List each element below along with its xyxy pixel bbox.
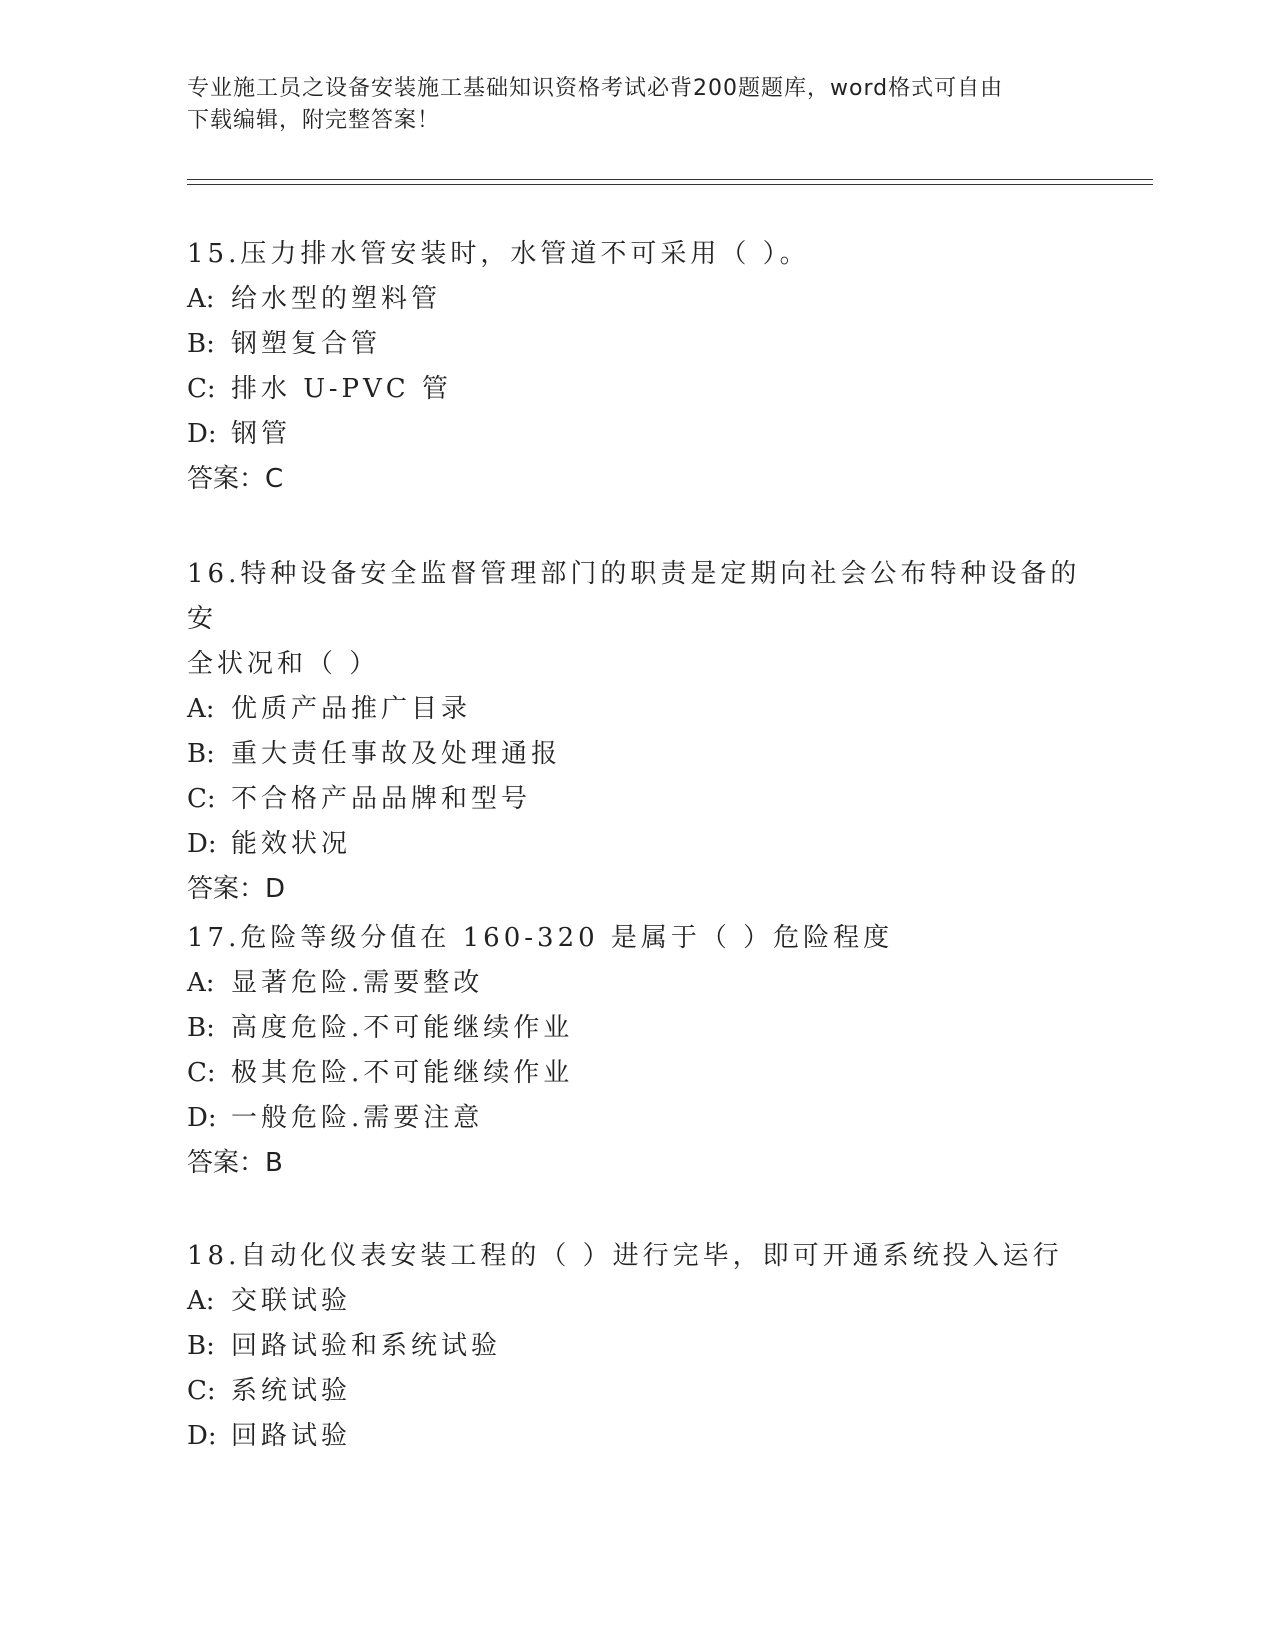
- header-line-1: 专业施工员之设备安装施工基础知识资格考试必背200题题库，word格式可自由: [187, 76, 1004, 101]
- option-text: 回路试验: [231, 1421, 352, 1451]
- header-divider-bottom: [187, 184, 1153, 185]
- option-text: 给水型的塑料管: [231, 284, 442, 314]
- option-letter: C:: [187, 1058, 216, 1088]
- option-text: 排水 U-PVC 管: [231, 374, 452, 404]
- option-letter: B:: [187, 1331, 215, 1361]
- option-letter: A:: [187, 968, 215, 998]
- option-text: 钢塑复合管: [231, 329, 382, 359]
- document-header: [187, 73, 1087, 137]
- option-letter: D:: [187, 829, 217, 859]
- question-text: 17.危险等级分值在 160-320 是属于（ ）危险程度: [187, 923, 894, 953]
- header-divider-top: [187, 179, 1153, 180]
- option-letter: D:: [187, 1103, 217, 1133]
- option-text: 系统试验: [231, 1376, 352, 1406]
- option-c: [187, 1051, 1087, 1096]
- answer: 答案：D: [187, 874, 286, 904]
- option-text: 优质产品推广目录: [231, 694, 472, 724]
- option-letter: D:: [187, 1421, 217, 1451]
- option-letter: B:: [187, 329, 215, 359]
- option-d: [187, 1096, 1087, 1141]
- option-text: 钢管: [231, 419, 292, 449]
- option-d: [187, 1414, 1087, 1459]
- option-text: 能效状况: [231, 829, 352, 859]
- option-c: [187, 777, 1087, 822]
- question-15: [187, 232, 1087, 502]
- answer: 答案：B: [187, 1148, 283, 1178]
- option-b: [187, 1324, 1087, 1369]
- option-text: 回路试验和系统试验: [231, 1331, 502, 1361]
- question-17: [187, 916, 1087, 1186]
- option-text: 一般危险.需要注意: [231, 1103, 484, 1133]
- option-letter: D:: [187, 419, 217, 449]
- option-letter: C:: [187, 1376, 216, 1406]
- option-a: [187, 961, 1087, 1006]
- option-c: [187, 367, 1087, 412]
- option-letter: B:: [187, 739, 215, 769]
- option-b: [187, 732, 1087, 777]
- option-text: 极其危险.不可能继续作业: [231, 1058, 574, 1088]
- option-letter: A:: [187, 284, 215, 314]
- option-c: [187, 1369, 1087, 1414]
- option-text: 不合格产品品牌和型号: [231, 784, 532, 814]
- option-letter: C:: [187, 374, 216, 404]
- option-a: [187, 277, 1087, 322]
- option-letter: C:: [187, 784, 216, 814]
- question-text: 18.自动化仪表安装工程的（ ）进行完毕，即可开通系统投入运行: [187, 1241, 1063, 1271]
- option-d: [187, 822, 1087, 867]
- option-b: [187, 322, 1087, 367]
- answer: 答案：C: [187, 464, 284, 494]
- option-a: [187, 1279, 1087, 1324]
- question-16: [187, 552, 1087, 912]
- option-text: 显著危险.需要整改: [231, 968, 484, 998]
- question-text-continued: 全状况和（ ）: [187, 649, 380, 679]
- question-text: 16.特种设备安全监督管理部门的职责是定期向社会公布特种设备的安: [187, 559, 1081, 634]
- option-text: 高度危险.不可能继续作业: [231, 1013, 574, 1043]
- option-text: 交联试验: [231, 1286, 352, 1316]
- question-18: [187, 1234, 1087, 1459]
- option-d: [187, 412, 1087, 457]
- question-text: 15.压力排水管安装时，水管道不可采用（ ）。: [187, 239, 810, 269]
- option-letter: A:: [187, 1286, 215, 1316]
- option-b: [187, 1006, 1087, 1051]
- option-text: 重大责任事故及处理通报: [231, 739, 562, 769]
- header-line-2: 下载编辑，附完整答案！: [187, 108, 441, 133]
- option-a: [187, 687, 1087, 732]
- option-letter: A:: [187, 694, 215, 724]
- option-letter: B:: [187, 1013, 215, 1043]
